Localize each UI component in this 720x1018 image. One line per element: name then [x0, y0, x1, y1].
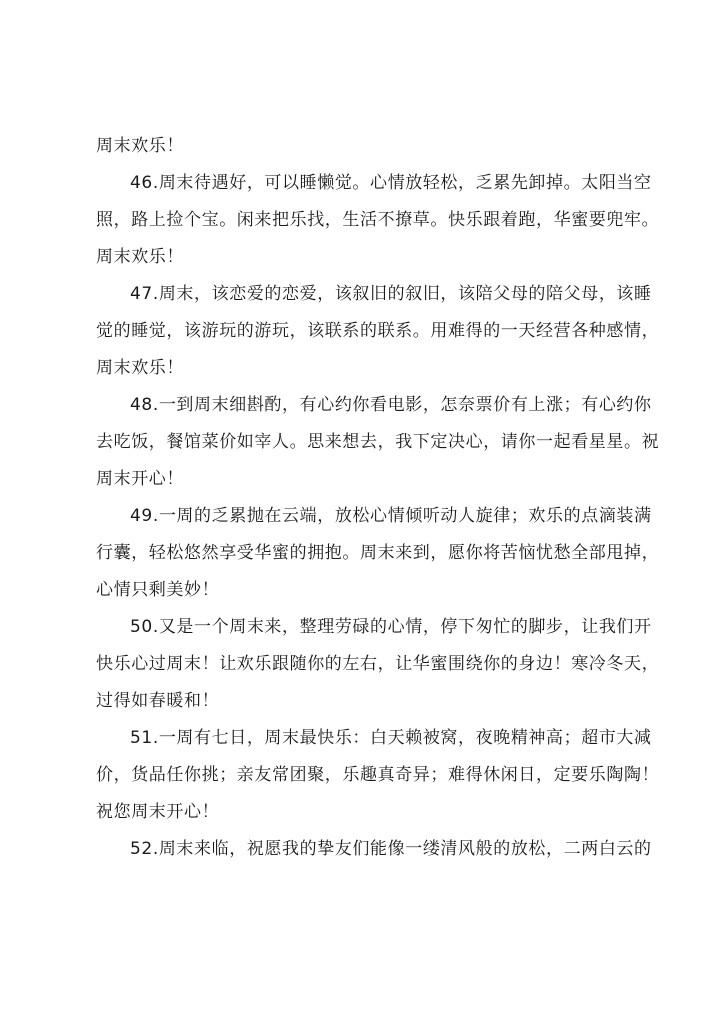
entry-line: 照，路上捡个宝。闲来把乐找，生活不撩草。快乐跟着跑，华蜜要兜牢。 [96, 210, 660, 230]
entry-49 [96, 498, 660, 609]
entry-line: 心情只剩美妙！ [96, 580, 220, 600]
entry-52 [96, 831, 652, 868]
entry-line: 46.周末待遇好，可以睡懒觉。心情放轻松，乏累先卸掉。太阳当空 [130, 173, 652, 193]
entry-line: 去吃饭，餐馆菜价如宰人。思来想去，我下定决心，请你一起看星星。祝 [96, 432, 660, 452]
entry-line: 过得如春暖和！ [96, 691, 220, 711]
entry-50 [96, 609, 660, 720]
entry-line: 52.周末来临，祝愿我的挚友们能像一缕清风般的放松，二两白云的 [130, 839, 652, 859]
entry-line: 周末欢乐！ [96, 247, 184, 267]
entry-line: 快乐心过周末！让欢乐跟随你的左右，让华蜜围绕你的身边！寒冷冬天， [96, 654, 660, 674]
entry-46 [96, 165, 660, 276]
entry-line: 行囊，轻松悠然享受华蜜的拥抱。周末来到，愿你将苦恼忧愁全部甩掉， [96, 543, 660, 563]
document-body [96, 128, 660, 868]
entry-line: 48.一到周末细斟酌，有心约你看电影，怎奈票价有上涨；有心约你 [130, 395, 652, 415]
entry-line: 周末开心！ [96, 469, 184, 489]
entry-line: 51.一周有七日，周末最快乐：白天赖被窝，夜晚精神高；超市大减 [130, 728, 652, 748]
lead-line: 周末欢乐！ [96, 136, 184, 156]
entry-line: 47.周末，该恋爱的恋爱，该叙旧的叙旧，该陪父母的陪父母，该睡 [130, 284, 652, 304]
entry-line: 觉的睡觉，该游玩的游玩，该联系的联系。用难得的一天经营各种感情， [96, 321, 660, 341]
entry-line: 祝您周末开心！ [96, 802, 220, 822]
entry-48 [96, 387, 660, 498]
entry-47 [96, 276, 660, 387]
entry-line: 价，货品任你挑；亲友常团聚，乐趣真奇异；难得休闲日，定要乐陶陶！ [96, 765, 660, 785]
entry-51 [96, 720, 660, 831]
entry-line: 49.一周的乏累抛在云端，放松心情倾听动人旋律；欢乐的点滴装满 [130, 506, 652, 526]
entry-line: 周末欢乐！ [96, 358, 184, 378]
entry-line: 50.又是一个周末来，整理劳碌的心情，停下匆忙的脚步，让我们开 [130, 617, 652, 637]
